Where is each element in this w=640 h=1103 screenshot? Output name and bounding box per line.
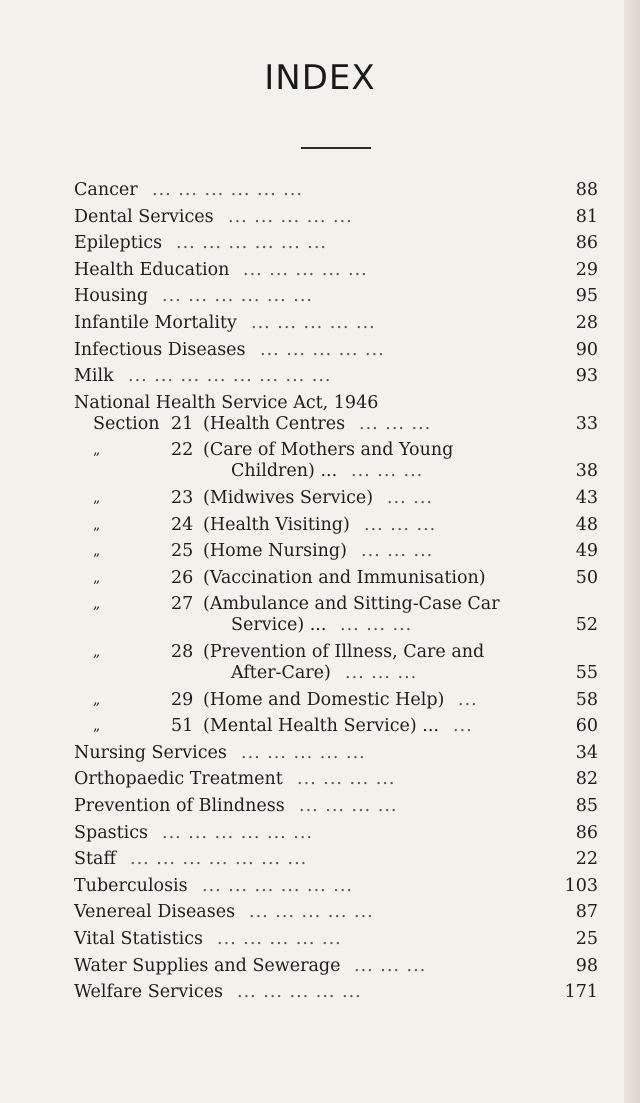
dot-leader: ... ... ... ... ...: [243, 259, 368, 280]
dot-leader: ... ... ...: [340, 615, 413, 636]
page-title: INDEX: [264, 58, 376, 98]
ditto-mark: „: [93, 516, 101, 533]
index-entry: [0, 874, 640, 898]
page-number: 48: [575, 514, 598, 535]
dot-leader: ... ... ...: [351, 461, 424, 482]
ditto-mark: „: [93, 569, 101, 586]
nhs-section-entry: [0, 412, 640, 436]
section-number: 22: [171, 440, 194, 461]
page-number: 88: [575, 180, 598, 200]
dot-leader: ... ... ...: [345, 663, 418, 683]
dot-leader: ... ... ...: [364, 514, 437, 535]
entry-label: Cancer: [74, 180, 138, 200]
index-entry: [0, 338, 640, 362]
nhs-section-entry: [0, 486, 640, 510]
section-description: (Home and Domestic Help): [203, 689, 445, 710]
dot-leader: ... ... ... ... ...: [251, 313, 376, 333]
nhs-section-entry: [0, 539, 640, 563]
page-number: 90: [575, 339, 598, 360]
index-entry: [0, 311, 640, 335]
entry-label: Housing: [74, 286, 149, 307]
dot-leader: ... ...: [387, 488, 433, 508]
entry-label: Orthopaedic Treatment: [74, 769, 283, 790]
index-entry: [0, 178, 640, 202]
section-number: 51: [171, 716, 194, 737]
entry-label: Health Education: [74, 259, 230, 280]
page-number: 28: [575, 313, 598, 333]
page-number: 171: [564, 982, 598, 1003]
dot-leader: ... ... ... ... ... ...: [202, 875, 353, 896]
index-entry: [0, 364, 640, 388]
section-description: (Home Nursing): [203, 541, 347, 562]
page-number: 58: [575, 689, 598, 710]
index-entry: [0, 954, 640, 978]
dot-leader: ... ... ... ... ...: [249, 902, 374, 923]
nhs-act-title: National Health Service Act, 1946: [74, 392, 379, 413]
nhs-section-entry: [0, 566, 640, 590]
entry-label: Spastics: [74, 822, 149, 843]
page-number: 95: [575, 286, 598, 307]
entry-label: Staff: [74, 849, 116, 870]
ditto-mark: „: [93, 442, 101, 459]
dot-leader: ... ... ... ... ...: [228, 206, 353, 227]
page-number: 55: [575, 663, 598, 683]
section-description: (Care of Mothers and Young: [203, 440, 454, 461]
dot-leader: ... ... ... ... ...: [237, 982, 362, 1003]
section-word: Section: [93, 413, 160, 434]
page-number: 25: [575, 929, 598, 949]
page-number: 98: [575, 955, 598, 976]
entry-label: Nursing Services: [74, 742, 227, 763]
entry-label: Prevention of Blindness: [74, 796, 285, 816]
ditto-mark: „: [93, 543, 101, 560]
entry-label: Epileptics: [74, 233, 163, 254]
dot-leader: ... ... ... ...: [297, 769, 396, 790]
entry-label: Dental Services: [74, 206, 214, 227]
index-entry: [0, 794, 640, 818]
page-number: 50: [575, 567, 598, 588]
section-description: (Ambulance and Sitting-Case Car: [203, 594, 500, 615]
page-number: 87: [575, 902, 598, 923]
page-number: 82: [575, 769, 598, 790]
nhs-section-continuation: [0, 661, 640, 685]
entry-label: Infantile Mortality: [74, 313, 237, 333]
page-number: 49: [575, 541, 598, 562]
section-description-cont: After-Care): [231, 663, 331, 683]
section-description-cont: Children) ...: [231, 461, 338, 482]
dot-leader: ... ... ... ... ...: [217, 929, 342, 949]
dot-leader: ... ... ...: [359, 413, 432, 434]
dot-leader: ...: [458, 689, 478, 710]
section-description: (Health Centres: [203, 413, 346, 434]
entry-label: Tuberculosis: [74, 875, 188, 896]
entry-label: Water Supplies and Sewerage: [74, 955, 341, 976]
dot-leader: ... ... ... ... ...: [260, 339, 385, 360]
index-entry: [0, 847, 640, 871]
page-number: 52: [575, 615, 598, 636]
index-entry: [0, 205, 640, 229]
dot-leader: ... ... ... ... ... ...: [152, 180, 303, 200]
section-number: 27: [171, 594, 194, 615]
index-entry: [0, 980, 640, 1004]
page-number: 43: [575, 488, 598, 508]
page-number: 86: [575, 822, 598, 843]
section-description: (Health Visiting): [203, 514, 350, 535]
section-description: (Midwives Service): [203, 488, 374, 508]
section-number: 21: [171, 413, 194, 434]
nhs-section-continuation: [0, 613, 640, 637]
index-entry: [0, 767, 640, 791]
dot-leader: ... ... ...: [354, 955, 427, 976]
section-number: 25: [171, 541, 194, 562]
page-number: 22: [575, 849, 598, 870]
index-entry: [0, 258, 640, 282]
entry-label: Infectious Diseases: [74, 339, 246, 360]
page-number: 38: [575, 461, 598, 482]
dot-leader: ... ... ...: [361, 541, 434, 562]
ditto-mark: „: [93, 490, 101, 506]
page-number: 86: [575, 233, 598, 254]
title-divider: [301, 147, 371, 149]
page-number: 81: [575, 206, 598, 227]
dot-leader: ... ... ... ... ... ... ...: [130, 849, 308, 870]
section-number: 24: [171, 514, 194, 535]
page-number: 33: [575, 413, 598, 434]
index-entry: [0, 821, 640, 845]
section-description: (Mental Health Service) ...: [203, 716, 439, 737]
page-number: 103: [564, 875, 598, 896]
entry-label: Welfare Services: [74, 982, 224, 1003]
nhs-section-entry: [0, 513, 640, 537]
dot-leader: ... ... ... ... ... ...: [162, 822, 313, 843]
entry-label: Venereal Diseases: [74, 902, 236, 923]
page-number: 29: [575, 259, 598, 280]
dot-leader: ... ... ... ... ...: [241, 742, 366, 763]
ditto-mark: „: [93, 596, 101, 613]
nhs-section-entry: [0, 714, 640, 738]
section-number: 28: [171, 642, 194, 662]
dot-leader: ... ... ... ... ... ...: [162, 286, 313, 307]
section-description: (Prevention of Illness, Care and: [203, 642, 485, 662]
section-description: (Vaccination and Immunisation): [203, 567, 486, 588]
index-entry: [0, 284, 640, 308]
nhs-section-entry: [0, 688, 640, 712]
dot-leader: ... ... ... ...: [299, 796, 398, 816]
ditto-mark: „: [93, 691, 101, 708]
page-number: 34: [575, 742, 598, 763]
section-number: 29: [171, 689, 194, 710]
dot-leader: ... ... ... ... ... ...: [176, 233, 327, 254]
index-entry: [0, 927, 640, 951]
section-number: 23: [171, 488, 194, 508]
page-number: 85: [575, 796, 598, 816]
page-number: 60: [575, 716, 598, 737]
section-description-cont: Service) ...: [231, 615, 327, 636]
entry-label: Milk: [74, 366, 114, 387]
index-entry: [0, 900, 640, 924]
dot-leader: ... ... ... ... ... ... ... ...: [128, 366, 332, 387]
index-entry: [0, 741, 640, 765]
nhs-section-continuation: [0, 459, 640, 483]
index-entry: [0, 231, 640, 255]
ditto-mark: „: [93, 718, 101, 735]
page-number: 93: [575, 366, 598, 387]
section-number: 26: [171, 567, 194, 588]
dot-leader: ...: [453, 716, 473, 737]
entry-label: Vital Statistics: [74, 929, 204, 949]
ditto-mark: „: [93, 644, 101, 660]
